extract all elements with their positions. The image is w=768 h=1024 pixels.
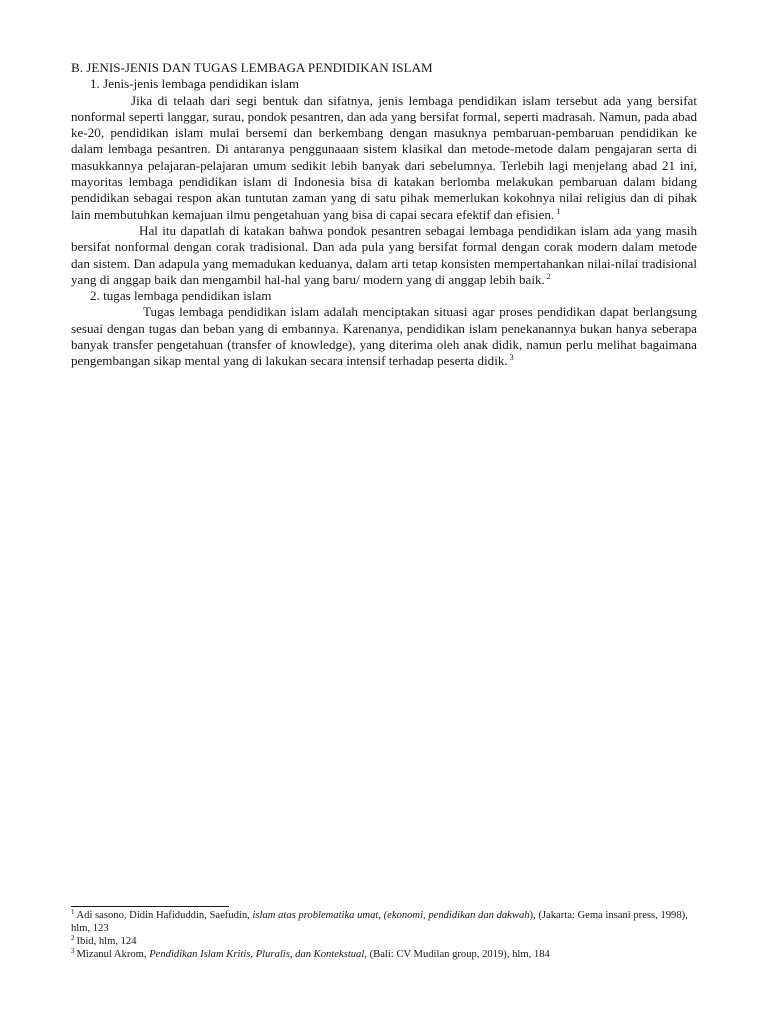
paragraph-jenis-2 [71,223,697,288]
footnote-number: 2 [71,934,75,942]
footnote-text: Adi sasono, Didin Hafiduddin, Saefudin, [76,910,253,921]
paragraph-text: Tugas lembaga pendidikan islam adalah menciptakan situasi agar proses pendidikan dapat berlangsung sesuai dengan tugas dan beban yang di embannya. Karenanya, pendidikan islam penekanannya bukan hanya seberapa banyak transfer pengetahuan (transfer of knowledge), yang diterima oleh anak didik, namun perlu melihat bagaimana pengembangan sikap mental yang di lakukan secara intensif terhadap peserta didik. [71,304,697,369]
paragraph-jenis-1 [71,93,697,223]
footnote-number: 3 [71,947,75,955]
section-heading: B. JENIS-JENIS DAN TUGAS LEMBAGA PENDIDIKAN ISLAM [71,60,433,75]
footnote-text: Ibid, hlm, 124 [76,936,137,947]
footnote-separator [71,906,229,907]
paragraph-tugas-1 [71,304,697,369]
document-body [71,60,697,370]
footnote-book-title: Pendidikan Islam Kritis, Pluralis, dan Kontekstual, [149,949,367,960]
footnote-ref-2[interactable]: 2 [546,271,551,281]
footnote-ref-3[interactable]: 3 [509,353,514,363]
footnote-book-title: islam atas problematika umat, (ekonomi, pendidikan dan dakwah [252,910,530,921]
footnote-text: (Bali: CV Mudilan group, 2019), hlm, 184 [366,949,550,960]
subsection-title-tugas: 2. tugas lembaga pendidikan islam [90,288,272,304]
footnote-ref-1[interactable]: 1 [556,206,561,216]
footnote-text: Mizanul Akrom, [76,949,150,960]
footnote-1 [71,909,697,935]
footnote-number: 1 [71,908,75,916]
paragraph-text: Hal itu dapatlah di katakan bahwa pondok pesantren sebagai lembaga pendidikan islam ada yang masih bersifat nonformal dengan corak tradisional. Dan ada pula yang bersifat formal dengan corak modern dalam metode dan sistem. Dan adapula yang memadukan keduanya, dalam arti tetap konsisten mempertahankan nilai-nilai tradisional yang di anggap baik dan mengambil hal-hal yang baru/ modern yang di anggap lebih baik. [71,222,697,287]
footnote-2 [71,935,697,948]
footnotes-section [71,906,697,961]
footnote-3 [71,948,697,961]
footnote-text: ), (Jakarta: Gema insani press, 1998), hlm, 123 [71,910,688,934]
paragraph-text: Jika di telaah dari segi bentuk dan sifatnya, jenis lembaga pendidikan islam tersebut ada yang bersifat nonformal seperti langgar, surau, pondok pesantren, dan ada yang bersifat formal, seperti madrasah. Namun, pada abad ke-20, pendidikan islam mulai bersemi dan berkembang dengan masuknya pembaruan-pembaruan pendidikan ke dalam lembaga pesantren. Di antaranya penggunaaan sistem klasikal dan metode-metode dalam pengajaran serta di masukkannya pelajaran-pelajaran umum sedikit lebih banyak dari sebelumnya. Terlebih lagi menjelang abad 21 ini, mayoritas lembaga pendidikan islam di Indonesia bisa di katakan berlomba melakukan pembaruan dalam bidang pendidikan sebagai respon akan tuntutan zaman yang di satu pihak memerlukan kokohnya nilai religius dan di pihak lain membutuhkan kemajuan ilmu pengetahuan yang bisa di capai secara efektif dan efisien. [71,92,697,222]
subsection-title-jenis: 1. Jenis-jenis lembaga pendidikan islam [90,76,300,92]
